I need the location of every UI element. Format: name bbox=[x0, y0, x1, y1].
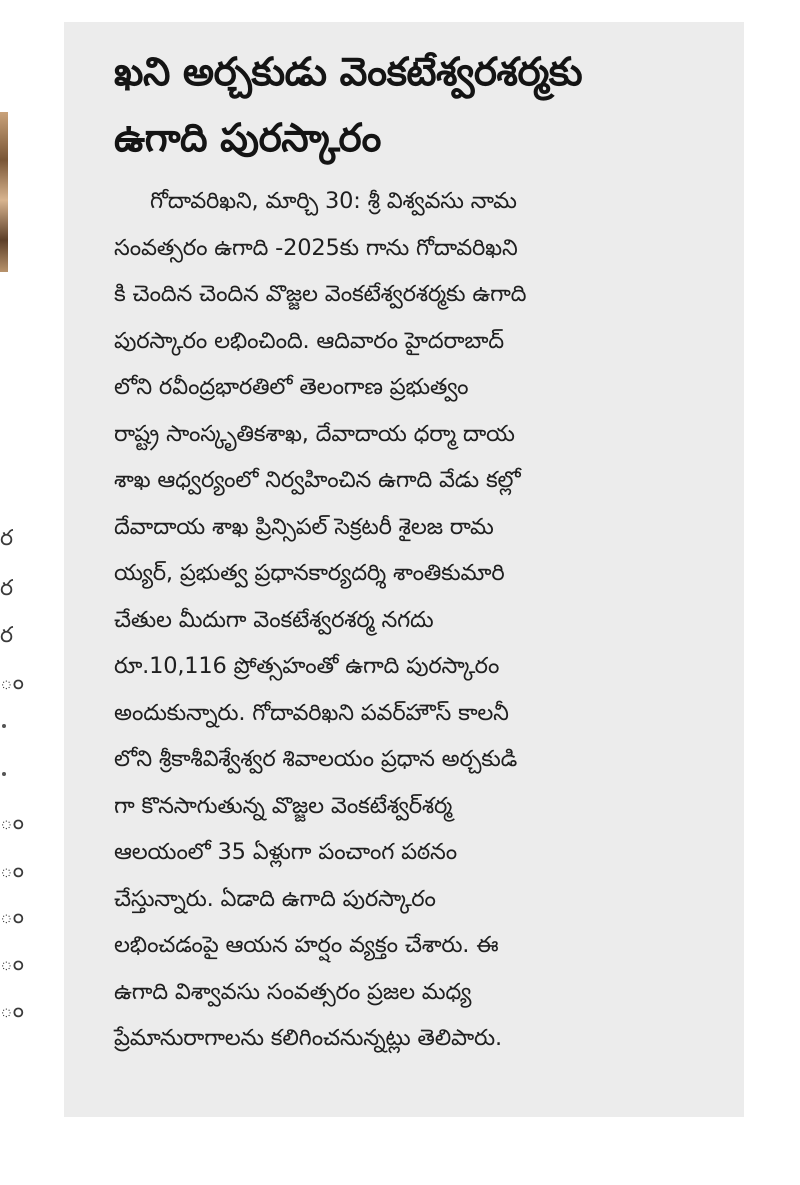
body-line: ఉగాది విశ్వావసు సంవత్సరం ప్రజల మధ్య bbox=[114, 978, 472, 1005]
body-line: య్యర్, ప్రభుత్వ ప్రధానకార్యదర్శి శాంతికుమారి bbox=[114, 560, 505, 586]
body-line: చేస్తున్నారు. ఏడాది ఉగాది పురస్కారం bbox=[114, 885, 436, 912]
body-line: చేతుల మీదుగా వెంకటేశ్వరశర్మ నగదు bbox=[114, 606, 434, 633]
body-line: పురస్కారం లభించింది. ఆదివారం హైదరాబాద్ bbox=[114, 327, 504, 354]
body-line: లోని రవీంద్రభారతిలో తెలంగాణ ప్రభుత్వం bbox=[114, 374, 469, 400]
headline-line: ఉగాది పురస్కారం bbox=[114, 116, 381, 161]
body-line: లోని శ్రీకాశీవిశ్వేశ్వర శివాలయం ప్రధాన అర్చకుడి bbox=[114, 746, 518, 772]
article-body bbox=[114, 178, 708, 1062]
body-line: శాఖ ఆధ్వర్యంలో నిర్వహించిన ఉగాది వేడు కల్లో bbox=[114, 467, 521, 493]
neighbor-text-fragment: ర bbox=[0, 526, 14, 551]
neighbor-column-edge bbox=[0, 0, 22, 1185]
body-line: గా కొనసాగుతున్న వొజ్జల వెంకటేశ్వర్‌శర్మ bbox=[114, 792, 453, 819]
neighbor-text-fragment: ం bbox=[0, 904, 24, 929]
body-line: ప్రేమానురాగాలను కలిగించనున్నట్లు తెలిపారు. bbox=[114, 1025, 502, 1051]
body-line: రూ.10,116 ప్రోత్సహంతో ఉగాది పురస్కారం bbox=[114, 653, 500, 679]
neighbor-text-fragment: ం bbox=[0, 951, 24, 976]
body-line: గోదావరిఖని, మార్చి 30: శ్రీ విశ్వవసు నామ bbox=[150, 188, 517, 214]
body-line: అందుకున్నారు. గోదావరిఖని పవర్‌హౌస్ కాలనీ bbox=[114, 699, 509, 726]
neighbor-photo-edge bbox=[0, 112, 8, 272]
body-line: సంవత్సరం ఉగాది -2025కు గాను గోదావరిఖని bbox=[114, 234, 518, 261]
neighbor-text-fragment: ర bbox=[0, 623, 14, 648]
neighbor-text-fragment: ం bbox=[0, 858, 24, 883]
neighbor-text-fragment: ర bbox=[0, 576, 14, 601]
body-line: లభించడంపై ఆయన హర్షం వ్యక్తం చేశారు. ఈ bbox=[114, 932, 499, 958]
headline-line: ఖని అర్చకుడు వెంకటేశ్వరశర్మకు bbox=[114, 50, 583, 95]
neighbor-dot bbox=[2, 772, 6, 776]
neighbor-text-fragment: ం bbox=[0, 670, 24, 695]
body-line: ఆలయంలో 35 ఏళ్లుగా పంచాంగ పఠనం bbox=[114, 839, 458, 865]
news-article bbox=[64, 22, 744, 1117]
neighbor-text-fragment: ం bbox=[0, 810, 24, 835]
body-line: కి చెందిన చెందిన వొజ్జల వెంకటేశ్వరశర్మకు ఉగాది bbox=[114, 281, 527, 307]
neighbor-dot bbox=[2, 724, 6, 728]
article-headline bbox=[114, 40, 708, 172]
body-line: దేవాదాయ శాఖ ప్రిన్సిపల్ సెక్రటరీ శైలజ రామ bbox=[114, 513, 494, 540]
body-line: రాష్ట్ర సాంస్కృతికశాఖ, దేవాదాయ ధర్మా దాయ bbox=[114, 420, 515, 447]
neighbor-text-fragment: ం bbox=[0, 998, 24, 1023]
